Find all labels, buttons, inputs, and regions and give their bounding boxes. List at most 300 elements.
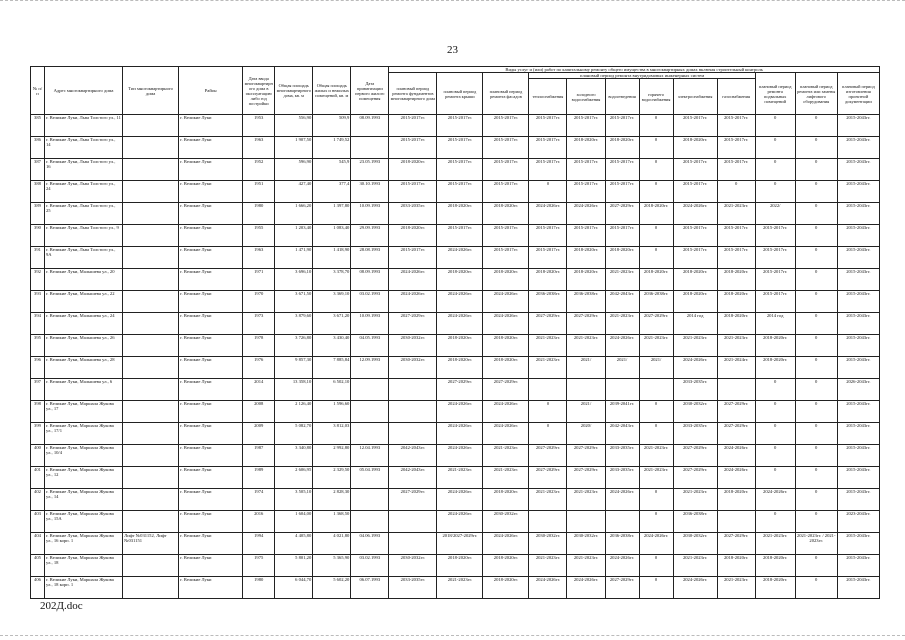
- cell-hot: [639, 379, 673, 401]
- cell-elec: 2014 год: [673, 313, 717, 335]
- cell-cold: 2018-2020гг.: [567, 137, 605, 159]
- cell-address: г. Великие Луки, Маршала Жукова ул., 18 корп. 1: [45, 577, 123, 599]
- table-row: [31, 511, 880, 533]
- cell-district: г. Великие Луки: [179, 489, 243, 511]
- table-row: [31, 159, 880, 181]
- cell-year: 1976: [243, 357, 275, 379]
- cell-total: 3 879,60: [275, 313, 313, 335]
- cell-district: г. Великие Луки: [179, 423, 243, 445]
- cell-living: 1 418,90: [313, 247, 351, 269]
- cell-total: 1 604,00: [275, 511, 313, 533]
- cell-elec: 2036-2038гг.: [673, 511, 717, 533]
- cell-priv: 30.10.1993: [351, 181, 389, 203]
- cell-foundation: 2033-2035гг.: [389, 203, 437, 225]
- cell-hot: 0: [639, 423, 673, 445]
- cell-foundation: 2030-2032гг.: [389, 335, 437, 357]
- cell-lift: 2021-2023гг. / 2021-2023гг.: [795, 533, 837, 555]
- table-row: [31, 335, 880, 357]
- cell-hot: 2021/: [639, 357, 673, 379]
- cell-foundation: 2015-2017гг.: [389, 137, 437, 159]
- cell-elec: 2021-2023гг.: [673, 335, 717, 357]
- cell-lift: 0: [795, 203, 837, 225]
- cell-roof: 2024-2026гг.: [437, 511, 483, 533]
- cell-type: [123, 489, 179, 511]
- cell-cold: [567, 511, 605, 533]
- cell-foundation: 2015-2017гг.: [389, 181, 437, 203]
- cell-elec: 2018-2020гг.: [673, 137, 717, 159]
- cell-sewer: 2015-2017гг.: [605, 225, 639, 247]
- cell-priv: 08.09.1993: [351, 269, 389, 291]
- cell-basement: 2015-2017гг.: [755, 247, 795, 269]
- cell-living: 509,9: [313, 115, 351, 137]
- cell-sewer: 2015-2017гг.: [605, 159, 639, 181]
- cell-total: 5 801,20: [275, 555, 313, 577]
- cell-elec: 2030-2032гг.: [673, 533, 717, 555]
- cell-type: [123, 203, 179, 225]
- cell-heat: 2027-2029гг.: [529, 467, 567, 489]
- cell-cold: 2024-2026гг.: [567, 577, 605, 599]
- cell-roof: 2015-2017гг.: [437, 159, 483, 181]
- cell-no: 405: [31, 555, 45, 577]
- cell-foundation: 2027-2029гг.: [389, 313, 437, 335]
- cell-sewer: 2018-2020гг.: [605, 137, 639, 159]
- cell-elec: 2033-2035гг.: [673, 423, 717, 445]
- table-row: [31, 203, 880, 225]
- cell-total: 427,40: [275, 181, 313, 203]
- cell-priv: [351, 137, 389, 159]
- cell-type: [123, 423, 179, 445]
- cell-elec: 2018-2020гг.: [673, 291, 717, 313]
- cell-facade: 2024-2026гг.: [483, 533, 529, 555]
- cell-facade: 2015-2017гг.: [483, 159, 529, 181]
- cell-facade: 2018-2020гг.: [483, 555, 529, 577]
- cell-facade: 2030-2032гг.: [483, 511, 529, 533]
- cell-gas: 2018-2020гг.: [717, 489, 755, 511]
- cell-hot: 2027-2029гг.: [639, 313, 673, 335]
- cell-no: 404: [31, 533, 45, 555]
- cell-cold: 2027-2029гг.: [567, 445, 605, 467]
- header-living-area: Общая площадь жилых и нежилых помещений, кв. м: [313, 67, 351, 115]
- cell-type: [123, 555, 179, 577]
- cell-district: г. Великие Луки: [179, 445, 243, 467]
- cell-priv: 12.09.1993: [351, 357, 389, 379]
- cell-facade: 2018-2020гг.: [483, 335, 529, 357]
- cell-no: 390: [31, 225, 45, 247]
- cell-year: 1980: [243, 577, 275, 599]
- cell-elec: 2027-2029гг.: [673, 445, 717, 467]
- cell-priv: [351, 401, 389, 423]
- cell-district: г. Великие Луки: [179, 533, 243, 555]
- header-facade: плановый период ремонта фасадов: [483, 73, 529, 115]
- cell-roof: 2018-2020гг.: [437, 269, 483, 291]
- cell-type: [123, 247, 179, 269]
- cell-type: [123, 181, 179, 203]
- cell-no: 394: [31, 313, 45, 335]
- cell-roof: 2018-2020гг.: [437, 335, 483, 357]
- cell-foundation: [389, 401, 437, 423]
- cell-year: 1989: [243, 467, 275, 489]
- cell-basement: 2018-2020гг.: [755, 335, 795, 357]
- cell-gas: 2015-2017гг.: [717, 159, 755, 181]
- header-hot-water: горячего водоснабжения: [639, 79, 673, 115]
- cell-priv: [351, 423, 389, 445]
- cell-no: 396: [31, 357, 45, 379]
- cell-foundation: 2018-2020гг.: [389, 225, 437, 247]
- cell-priv: 04.06.1993: [351, 533, 389, 555]
- cell-no: 399: [31, 423, 45, 445]
- cell-gas: 2024-2026гг.: [717, 445, 755, 467]
- cell-total: 556,90: [275, 115, 313, 137]
- cell-total: 3 696,10: [275, 269, 313, 291]
- table-row: [31, 291, 880, 313]
- cell-type: [123, 511, 179, 533]
- cell-foundation: [389, 379, 437, 401]
- cell-foundation: 2018-2020гг.: [389, 159, 437, 181]
- cell-facade: 2027-2029гг.: [483, 379, 529, 401]
- cell-facade: 2024-2026гг.: [483, 291, 529, 313]
- cell-basement: 0: [755, 445, 795, 467]
- cell-heat: 2015-2017гг.: [529, 115, 567, 137]
- cell-no: 402: [31, 489, 45, 511]
- cell-facade: 2024-2026гг.: [483, 401, 529, 423]
- cell-gas: 2027-2029гг.: [717, 423, 755, 445]
- cell-basement: 0: [755, 511, 795, 533]
- cell-cold: 2021/: [567, 401, 605, 423]
- cell-project: 2015-2043гг.: [837, 247, 879, 269]
- cell-facade: 2018-2020гг.: [483, 269, 529, 291]
- cell-roof: 2015-2017гг.: [437, 115, 483, 137]
- cell-lift: 0: [795, 467, 837, 489]
- cell-cold: 2015-2017гг.: [567, 159, 605, 181]
- cell-total: 2 606,95: [275, 467, 313, 489]
- cell-basement: 2018-2020гг.: [755, 555, 795, 577]
- cell-priv: [351, 379, 389, 401]
- cell-project: 2015-2043гг.: [837, 335, 879, 357]
- header-engineering-systems: плановый период ремонта внутридомовых инженерных систем: [529, 73, 755, 79]
- cell-district: г. Великие Луки: [179, 379, 243, 401]
- cell-no: 400: [31, 445, 45, 467]
- cell-living: 3 812,03: [313, 423, 351, 445]
- repair-plan-table-wrapper: [30, 66, 880, 599]
- cell-district: г. Великие Луки: [179, 269, 243, 291]
- cell-cold: 2015-2017гг.: [567, 225, 605, 247]
- cell-address: г. Великие Луки, Малышева ул., 6: [45, 379, 123, 401]
- cell-gas: 2015-2017гг.: [717, 247, 755, 269]
- cell-heat: [529, 379, 567, 401]
- cell-hot: 0: [639, 115, 673, 137]
- cell-lift: 0: [795, 291, 837, 313]
- cell-no: 386: [31, 137, 45, 159]
- cell-address: г. Великие Луки, Маршала Жукова ул., 12: [45, 467, 123, 489]
- cell-total: 4 405,80: [275, 533, 313, 555]
- cell-heat: 0: [529, 181, 567, 203]
- cell-year: 1994: [243, 533, 275, 555]
- cell-district: г. Великие Луки: [179, 357, 243, 379]
- page-edge-bottom: [0, 635, 905, 636]
- cell-project: 2015-2043гг.: [837, 467, 879, 489]
- table-row: [31, 357, 880, 379]
- cell-project: 2015-2043гг.: [837, 181, 879, 203]
- cell-elec: 2021-2023гг.: [673, 555, 717, 577]
- cell-sewer: 2042-2043гг.: [605, 423, 639, 445]
- cell-hot: 2021-2023гг.: [639, 445, 673, 467]
- cell-type: [123, 467, 179, 489]
- cell-district: г. Великие Луки: [179, 115, 243, 137]
- cell-cold: 2015-2017гг.: [567, 115, 605, 137]
- table-row: [31, 225, 880, 247]
- cell-address: г. Великие Луки, Льва Толстого ул., 16: [45, 159, 123, 181]
- cell-cold: 2020/: [567, 423, 605, 445]
- cell-priv: 03.02.1993: [351, 555, 389, 577]
- cell-basement: 0: [755, 423, 795, 445]
- cell-priv: 12.04.1993: [351, 445, 389, 467]
- cell-elec: 2018-2020гг.: [673, 269, 717, 291]
- cell-year: 1987: [243, 445, 275, 467]
- cell-hot: 0: [639, 225, 673, 247]
- cell-total: 3 340,80: [275, 445, 313, 467]
- cell-lift: 0: [795, 401, 837, 423]
- cell-heat: 2015-2017гг.: [529, 137, 567, 159]
- cell-heat: 2021-2023гг.: [529, 489, 567, 511]
- cell-living: 377,4: [313, 181, 351, 203]
- cell-living: 3 378,70: [313, 269, 351, 291]
- cell-living: 1 596,60: [313, 401, 351, 423]
- cell-year: 1963: [243, 137, 275, 159]
- cell-foundation: 2030-2032гг.: [389, 357, 437, 379]
- cell-heat: 2018-2020гг.: [529, 269, 567, 291]
- cell-year: 1978: [243, 335, 275, 357]
- table-row: [31, 577, 880, 599]
- cell-year: 1952: [243, 159, 275, 181]
- cell-living: 545,9: [313, 159, 351, 181]
- cell-lift: 0: [795, 489, 837, 511]
- cell-elec: 2015-2017гг.: [673, 159, 717, 181]
- cell-basement: 2018-2020гг.: [755, 357, 795, 379]
- cell-hot: 0: [639, 137, 673, 159]
- cell-address: г. Великие Луки, Маршала Жукова ул., 10/4: [45, 445, 123, 467]
- cell-gas: 0: [717, 181, 755, 203]
- cell-basement: 2015-2017гг.: [755, 291, 795, 313]
- cell-facade: 2015-2017гг.: [483, 137, 529, 159]
- table-row: [31, 401, 880, 423]
- cell-address: г. Великие Луки, Льва Толстого ул., 25: [45, 203, 123, 225]
- cell-basement: 2021-2023гг.: [755, 533, 795, 555]
- cell-roof: 2018-2020гг.: [437, 555, 483, 577]
- cell-facade: 2015-2017гг.: [483, 115, 529, 137]
- page-number: 23: [447, 44, 458, 56]
- cell-total: 13 358,10: [275, 379, 313, 401]
- cell-sewer: 2024-2026гг.: [605, 335, 639, 357]
- cell-district: г. Великие Луки: [179, 313, 243, 335]
- table-row: [31, 115, 880, 137]
- cell-roof: 2015-2017гг.: [437, 137, 483, 159]
- cell-year: 2009: [243, 423, 275, 445]
- cell-cold: 2021-2023гг.: [567, 489, 605, 511]
- cell-sewer: 2021-2023гг.: [605, 269, 639, 291]
- cell-no: 398: [31, 401, 45, 423]
- cell-gas: 2015-2017гг.: [717, 225, 755, 247]
- cell-type: [123, 401, 179, 423]
- cell-gas: 2021-2023гг.: [717, 335, 755, 357]
- cell-total: 3 726,80: [275, 335, 313, 357]
- cell-priv: 06.07.1993: [351, 577, 389, 599]
- table-row: [31, 445, 880, 467]
- cell-address: г. Великие Луки, Льва Толстого ул., 9А: [45, 247, 123, 269]
- cell-cold: 2021/: [567, 357, 605, 379]
- cell-year: 1974: [243, 489, 275, 511]
- cell-address: г. Великие Луки, Маршала Жукова ул., 15А: [45, 511, 123, 533]
- cell-living: 7 885,84: [313, 357, 351, 379]
- cell-elec: 2015-2017гг.: [673, 225, 717, 247]
- cell-lift: 0: [795, 181, 837, 203]
- cell-no: 401: [31, 467, 45, 489]
- cell-project: 2015-2043гг.: [837, 577, 879, 599]
- cell-heat: 2021-2023гг.: [529, 335, 567, 357]
- cell-lift: 0: [795, 555, 837, 577]
- table-row: [31, 423, 880, 445]
- cell-living: 5 602,20: [313, 577, 351, 599]
- cell-project: 2015-2043гг.: [837, 115, 879, 137]
- cell-lift: 0: [795, 577, 837, 599]
- cell-heat: 2027-2029гг.: [529, 445, 567, 467]
- cell-type: [123, 225, 179, 247]
- cell-priv: 23.05.1993: [351, 159, 389, 181]
- cell-priv: 05.04.1993: [351, 467, 389, 489]
- cell-facade: 2015-2017гг.: [483, 225, 529, 247]
- cell-priv: 28.08.1993: [351, 247, 389, 269]
- cell-foundation: 2030-2032гг.: [389, 555, 437, 577]
- cell-type: [123, 159, 179, 181]
- cell-basement: 0: [755, 467, 795, 489]
- cell-project: 2026-2043гг.: [837, 379, 879, 401]
- cell-project: 2015-2043гг.: [837, 225, 879, 247]
- cell-type: Лифт №031152, Лифт №031151: [123, 533, 179, 555]
- cell-district: г. Великие Луки: [179, 137, 243, 159]
- cell-foundation: 2027-2029гг.: [389, 489, 437, 511]
- cell-year: 1951: [243, 181, 275, 203]
- cell-roof: 2015-2017гг.: [437, 181, 483, 203]
- cell-hot: 0: [639, 401, 673, 423]
- cell-address: г. Великие Луки, Маршала Жукова ул., 14: [45, 489, 123, 511]
- cell-roof: 2024-2026гг.: [437, 313, 483, 335]
- cell-heat: 2024-2026гг.: [529, 577, 567, 599]
- cell-priv: 10.09.1993: [351, 203, 389, 225]
- table-row: [31, 467, 880, 489]
- cell-hot: 2036-2038гг.: [639, 291, 673, 313]
- cell-gas: 2018-2020гг.: [717, 555, 755, 577]
- cell-address: г. Великие Луки, Маршала Жукова ул., 17: [45, 401, 123, 423]
- cell-sewer: 2021-2023гг.: [605, 313, 639, 335]
- cell-sewer: [605, 511, 639, 533]
- cell-roof: 2018/2027-2029гг.: [437, 533, 483, 555]
- cell-sewer: 2021/: [605, 357, 639, 379]
- table-row: [31, 533, 880, 555]
- cell-basement: 2024-2026гг.: [755, 489, 795, 511]
- cell-lift: 0: [795, 379, 837, 401]
- table-row: [31, 489, 880, 511]
- cell-total: 1 471,90: [275, 247, 313, 269]
- cell-cold: 2018-2020гг.: [567, 269, 605, 291]
- cell-roof: 2024-2026гг.: [437, 401, 483, 423]
- cell-address: г. Великие Луки, Маршала Жукова ул., 16 корп. 1: [45, 533, 123, 555]
- cell-year: 2016: [243, 511, 275, 533]
- cell-lift: 0: [795, 423, 837, 445]
- cell-living: 2 329,50: [313, 467, 351, 489]
- cell-heat: 2027-2029гг.: [529, 313, 567, 335]
- cell-year: 1971: [243, 269, 275, 291]
- cell-no: 387: [31, 159, 45, 181]
- cell-district: г. Великие Луки: [179, 401, 243, 423]
- cell-foundation: 2042-2043гг.: [389, 445, 437, 467]
- cell-cold: 2015-2017гг.: [567, 181, 605, 203]
- cell-gas: 2027-2029гг.: [717, 401, 755, 423]
- cell-project: 2015-2043гг.: [837, 159, 879, 181]
- cell-total: 1 203,40: [275, 225, 313, 247]
- cell-sewer: 2036-2038гг.: [605, 533, 639, 555]
- cell-basement: 0: [755, 401, 795, 423]
- cell-no: 389: [31, 203, 45, 225]
- cell-gas: 2024-2026гг.: [717, 467, 755, 489]
- cell-foundation: 2033-2035гг.: [389, 577, 437, 599]
- cell-type: [123, 115, 179, 137]
- cell-hot: 0: [639, 577, 673, 599]
- cell-hot: 0: [639, 247, 673, 269]
- cell-lift: 0: [795, 445, 837, 467]
- cell-lift: 0: [795, 357, 837, 379]
- cell-heat: 2015-2017гг.: [529, 247, 567, 269]
- cell-district: г. Великие Луки: [179, 555, 243, 577]
- cell-basement: 2018-2020гг.: [755, 577, 795, 599]
- cell-elec: 2024-2026гг.: [673, 577, 717, 599]
- cell-heat: 2015-2017гг.: [529, 159, 567, 181]
- cell-cold: 2024-2026гг.: [567, 203, 605, 225]
- cell-roof: 2018-2020гг.: [437, 357, 483, 379]
- header-foundation: плановый период ремонта фундаментов многоквартирного дома: [389, 73, 437, 115]
- cell-project: 2015-2043гг.: [837, 445, 879, 467]
- table-row: [31, 137, 880, 159]
- cell-no: 397: [31, 379, 45, 401]
- table-row: [31, 555, 880, 577]
- header-works-group: Виды услуг и (или) работ по капитальному ремонту общего имущества в многоквартирных домах включая строительный контроль: [389, 67, 880, 73]
- cell-basement: 0: [755, 379, 795, 401]
- cell-priv: [351, 511, 389, 533]
- cell-hot: 0: [639, 181, 673, 203]
- cell-hot: 2021-2023гг.: [639, 335, 673, 357]
- cell-basement: 2015-2017гг.: [755, 225, 795, 247]
- cell-type: [123, 357, 179, 379]
- cell-gas: 2015-2017гг.: [717, 115, 755, 137]
- cell-basement: 0: [755, 181, 795, 203]
- cell-lift: 0: [795, 269, 837, 291]
- cell-lift: 0: [795, 115, 837, 137]
- cell-heat: 2021-2023гг.: [529, 555, 567, 577]
- cell-heat: 2015-2017гг.: [529, 225, 567, 247]
- cell-no: 395: [31, 335, 45, 357]
- cell-cold: 2027-2029гг.: [567, 313, 605, 335]
- cell-total: 2 126,40: [275, 401, 313, 423]
- header-basement: плановый период ремонта подвальных помещений: [755, 73, 795, 115]
- cell-heat: 2036-2038гг.: [529, 291, 567, 313]
- cell-sewer: 2024-2026гг.: [605, 555, 639, 577]
- cell-project: 2015-2043гг.: [837, 533, 879, 555]
- cell-type: [123, 291, 179, 313]
- cell-project: 2023-2043гг.: [837, 511, 879, 533]
- table-row: [31, 313, 880, 335]
- cell-hot: 0: [639, 511, 673, 533]
- cell-project: 2015-2043гг.: [837, 489, 879, 511]
- cell-foundation: 2024-2026гг.: [389, 269, 437, 291]
- cell-sewer: [605, 379, 639, 401]
